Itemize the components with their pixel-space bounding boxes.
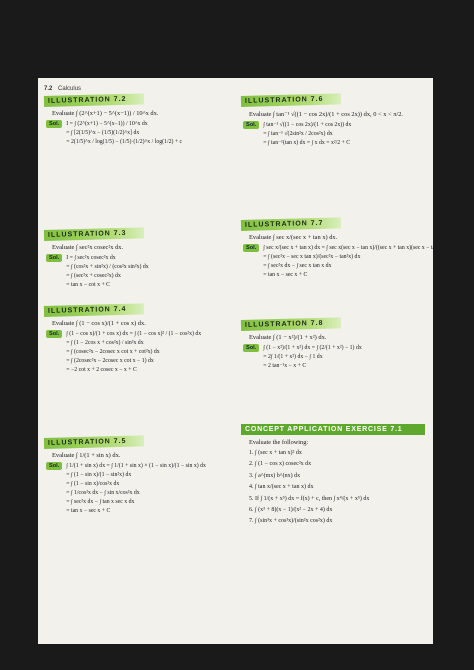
sol-label: Sol. bbox=[243, 244, 259, 252]
step: = tan x − sec x + C bbox=[263, 271, 308, 278]
step: = ∫ tan⁻¹(tan x) dx = ∫ x dx = x²/2 + C bbox=[263, 139, 351, 146]
illustration-7-8 bbox=[241, 320, 427, 418]
step: = ∫ (sec²x − sec x tan x)/(sec²x − tan²x) dx bbox=[263, 253, 361, 260]
step: = ∫ (1 − 2cos x + cos²x) / sin²x dx bbox=[66, 339, 144, 346]
illustration-question: Evaluate ∫ sec x/(sec x + tan x) dx. bbox=[249, 234, 338, 241]
step: = ∫ (sec²x + cosec²x) dx bbox=[66, 272, 121, 279]
exercise-banner: CONCEPT APPLICATION EXERCISE 7.1 bbox=[241, 424, 425, 435]
step: = −2 cot x + 2 cosec x − x + C bbox=[66, 366, 137, 373]
solution bbox=[243, 344, 427, 371]
exercise-item: 6. ∫ (x³ + 8)(x − 1)/(x² − 2x + 4) dx bbox=[249, 506, 333, 513]
illustration-banner: ILLUSTRATION 7.5 bbox=[44, 435, 144, 449]
sol-label: Sol. bbox=[243, 344, 259, 352]
exercise-item: 4. ∫ tan x/(sec x + tan x) dx bbox=[249, 484, 314, 491]
solution-steps bbox=[66, 330, 201, 375]
exercise-item: 3. ∫ a^(mx) b^(nx) dx bbox=[249, 472, 301, 479]
sol-label: Sol. bbox=[46, 120, 62, 128]
textbook-page bbox=[38, 78, 454, 644]
illustration-7-4 bbox=[44, 306, 232, 432]
step: = tan x − sec x + C bbox=[66, 507, 111, 514]
running-header bbox=[44, 86, 81, 92]
exercise-item: 7. ∫ (sin³x + cos³x)/(sin²x cos²x) dx bbox=[249, 518, 333, 525]
exercise-item: 1. ∫ (sec x + tan x)² dx bbox=[249, 450, 302, 456]
solution bbox=[46, 462, 232, 516]
step: ∫ (1 − x²)/(1 + x²) dx = ∫ (2/(1 + x²) − 1) dx bbox=[263, 345, 362, 351]
illustration-question: Evaluate ∫ tan⁻¹ √((1 − cos 2x)/(1 + cos 2x)) dx, 0 < x < π/2. bbox=[249, 111, 404, 118]
step: ∫ (1 − cos x)/(1 + cos x) dx = ∫ (1 − cos x)² / (1 − cos²x) dx bbox=[66, 331, 202, 337]
illustration-question: Evaluate ∫ (2^(x+1) − 5^(x−1)) / 10^x dx. bbox=[52, 110, 159, 117]
solution bbox=[46, 330, 232, 375]
solution-steps bbox=[263, 121, 351, 148]
exercise-item: 5. If ∫ 1/(x + x⁵) dx = f(x) + c, then ∫ x⁴/(x + x⁵) dx bbox=[249, 495, 370, 502]
exercise-list bbox=[249, 448, 427, 528]
illustration-banner: ILLUSTRATION 7.3 bbox=[44, 227, 144, 241]
solution bbox=[243, 121, 427, 148]
illustration-question: Evaluate ∫ 1/(1 + sin x) dx. bbox=[52, 452, 121, 459]
step: = 2∫ 1/(1 + x²) dx − ∫ 1 dx bbox=[263, 353, 323, 360]
step: = ∫ sec²x dx − ∫ tan x sec x dx bbox=[66, 498, 135, 505]
illustration-question: Evaluate ∫ sec²x cosec²x dx. bbox=[52, 244, 124, 251]
step: ∫ sec x/(sec x + tan x) dx = ∫ sec x(sec x − tan x)/((sec x + tan x)(sec x − tan x)) dx bbox=[263, 245, 454, 251]
right-column bbox=[241, 94, 454, 534]
step: = ∫ (1 − sin x)/cos²x dx bbox=[66, 480, 120, 487]
solution-steps bbox=[66, 254, 148, 290]
illustration-7-3 bbox=[44, 230, 232, 300]
solution bbox=[46, 254, 232, 290]
sol-label: Sol. bbox=[46, 254, 62, 262]
step: = 2 tan⁻¹x − x + C bbox=[263, 362, 307, 369]
sol-label: Sol. bbox=[46, 330, 62, 338]
illustration-7-5 bbox=[44, 438, 232, 574]
exercise-item: 2. ∫ (1 − cos x) cosec²x dx bbox=[249, 461, 312, 468]
solution-steps bbox=[66, 462, 206, 516]
illustration-7-6 bbox=[241, 96, 427, 214]
step: ∫ 1/(1 + sin x) dx = ∫ 1/(1 + sin x) × (1 − sin x)/(1 − sin x) dx bbox=[66, 463, 206, 469]
step: I = ∫ (2^(x+1) − 5^(x−1)) / 10^x dx bbox=[66, 121, 148, 127]
illustration-banner: ILLUSTRATION 7.7 bbox=[241, 217, 341, 231]
step: = ∫ (cosec²x − 2cosec x cot x + cot²x) dx bbox=[66, 348, 160, 355]
concept-application-exercise bbox=[241, 424, 427, 528]
step: = ∫ (2cosec²x − 2cosec x cot x − 1) dx bbox=[66, 357, 154, 364]
step: = ∫ (cos²x + sin²x) / (cos²x sin²x) dx bbox=[66, 263, 149, 270]
step: = ∫ sec²x dx − ∫ sec x tan x dx bbox=[263, 262, 332, 269]
step: = ∫ [2(1/5)^x − (1/5)(1/2)^x] dx bbox=[66, 129, 140, 136]
step: ∫ tan⁻¹ √((1 − cos 2x)/(1 + cos 2x)) dx bbox=[263, 122, 352, 128]
illustration-7-2 bbox=[44, 96, 232, 224]
left-column bbox=[44, 94, 232, 580]
exercise-instruction: Evaluate the following: bbox=[249, 439, 309, 446]
illustration-7-7 bbox=[241, 219, 454, 314]
solution-steps bbox=[66, 120, 182, 147]
sol-label: Sol. bbox=[46, 462, 62, 470]
step: = ∫ 1/cos²x dx − ∫ sin x/cos²x dx bbox=[66, 489, 140, 496]
solution-steps bbox=[263, 344, 361, 371]
illustration-banner: ILLUSTRATION 7.4 bbox=[44, 303, 144, 317]
step: I = ∫ sec²x cosec²x dx bbox=[66, 255, 116, 261]
solution bbox=[243, 244, 454, 280]
page-number: 7.2 bbox=[44, 86, 53, 92]
solution bbox=[46, 120, 232, 147]
step: = 2(1/5)^x / log(1/5) − (1/5)·(1/2)^x / log(1/2) + c bbox=[66, 138, 183, 145]
solution-steps bbox=[263, 244, 453, 280]
illustration-question: Evaluate ∫ (1 − x²)/(1 + x²) dx. bbox=[249, 334, 327, 341]
sol-label: Sol. bbox=[243, 121, 259, 129]
step: = ∫ tan⁻¹ √(2sin²x / 2cos²x) dx bbox=[263, 130, 333, 137]
step: = tan x − cot x + C bbox=[66, 281, 111, 288]
illustration-banner: ILLUSTRATION 7.8 bbox=[241, 317, 341, 331]
illustration-banner: ILLUSTRATION 7.6 bbox=[241, 93, 341, 107]
illustration-question: Evaluate ∫ (1 − cos x)/(1 + cos x) dx. bbox=[52, 320, 146, 327]
step: = ∫ (1 − sin x)/(1 − sin²x) dx bbox=[66, 471, 132, 478]
illustration-banner: ILLUSTRATION 7.2 bbox=[44, 93, 144, 107]
header-title: Calculus bbox=[58, 86, 82, 92]
